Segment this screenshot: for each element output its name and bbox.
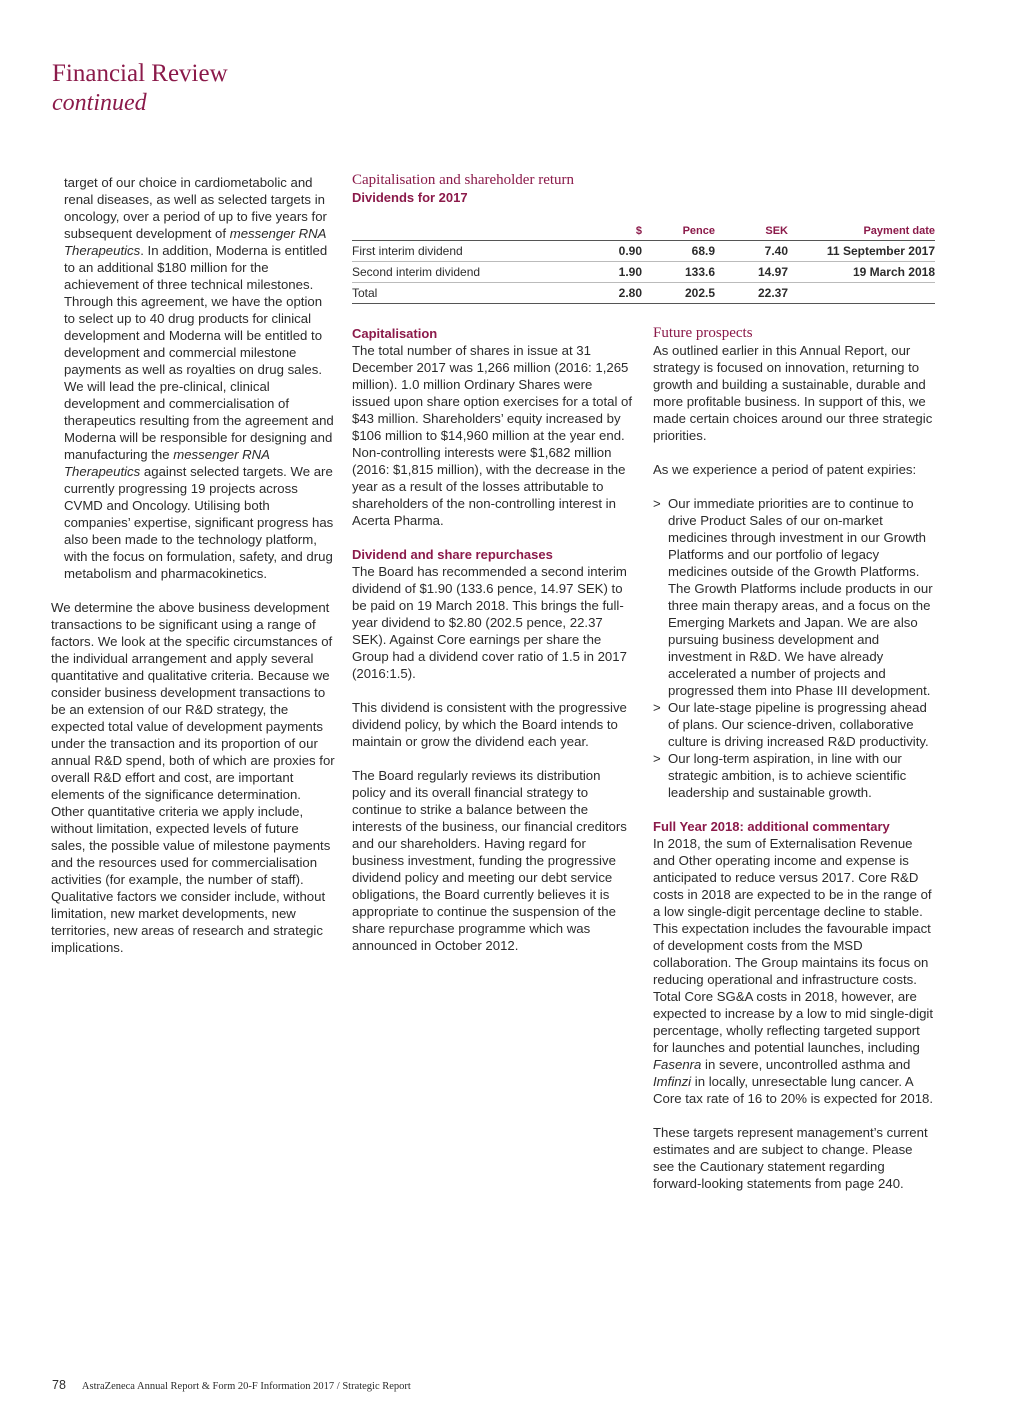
page-subtitle: continued — [52, 90, 147, 116]
row-pence: 68.9 — [642, 241, 715, 262]
dividends-subheading: Dividends for 2017 — [352, 190, 468, 205]
row-sek: 22.37 — [715, 283, 788, 304]
targets-paragraph: These targets represent management’s current estimates and are subject to change. Please see the Cautionary statement regarding forward-looking statements from page 240. — [653, 1125, 928, 1191]
row-sek: 7.40 — [715, 241, 788, 262]
footer-text: AstraZeneca Annual Report & Form 20-F Information 2017 / Strategic Report — [81, 1381, 411, 1392]
dividend-repurchase-heading: Dividend and share repurchases — [352, 547, 553, 562]
table-row — [352, 262, 935, 283]
full-year-2018-paragraph: In 2018, the sum of Externalisation Revenue and Other operating income and expense is anticipated to reduce versus 2017. Core R&D costs in 2018 are expected to be in the range of a low single-digit percentage decline to stable. This expectation includes the favourable impact of development costs from the MSD collaboration. The Group maintains its focus on reducing operational and infrastructure costs. Total Core SG&A costs in 2018, however, are expected to increase by a low to mid single-digit percentage, wholly reflecting targeted support for launches and potential launches, including Fasenra in severe, uncontrolled asthma and Imfinzi in locally, unresectable lung cancer. A Core tax rate of 16 to 20% is expected for 2018. — [653, 836, 934, 1106]
table-header-usd: $ — [577, 222, 642, 241]
table-header-payment-date: Payment date — [788, 222, 935, 241]
row-pence: 202.5 — [642, 283, 715, 304]
list-item: > Our long-term aspiration, in line with our strategic ambition, is to achieve scientific leadership and sustainable growth. — [653, 751, 907, 800]
future-prospects-paragraph: As outlined earlier in this Annual Report, our strategy is focused on innovation, returning to growth and building a sustainable, durable and more profitable business. In support of this, we made certain choices around our three strategic priorities. — [653, 343, 933, 443]
row-label: Second interim dividend — [352, 262, 577, 283]
future-prospects-heading: Future prospects — [653, 325, 753, 341]
table-header-row — [352, 222, 935, 241]
distribution-policy-paragraph: The Board regularly reviews its distribution policy and its overall financial strategy to continue to strike a balance between the interests of the business, our financial creditors and our shareholders. Having regard for business investment, funding the progressive dividend policy and meeting our debt service obligations, the Board currently believes it is appropriate to continue the suspension of the share repurchase programme which was announced in October 2012. — [352, 768, 627, 953]
table-header-label — [352, 222, 577, 241]
dividends-table — [352, 222, 935, 304]
full-year-2018-heading: Full Year 2018: additional commentary — [653, 819, 890, 834]
row-pence: 133.6 — [642, 262, 715, 283]
table-row-total — [352, 283, 935, 304]
page-number: 78 — [52, 1378, 66, 1392]
row-usd: 2.80 — [577, 283, 642, 304]
capitalisation-shareholder-heading: Capitalisation and shareholder return — [352, 172, 575, 188]
bullet-marker: > — [653, 496, 661, 511]
row-sek: 14.97 — [715, 262, 788, 283]
table-header-pence: Pence — [642, 222, 715, 241]
bullet-marker: > — [653, 751, 661, 766]
capitalisation-heading: Capitalisation — [352, 326, 438, 341]
dividend-policy-paragraph: This dividend is consistent with the progressive dividend policy, by which the Board intends to maintain or grow the dividend each year. — [352, 700, 627, 749]
page-footer — [52, 1378, 411, 1393]
capitalisation-header-block — [352, 172, 935, 206]
moderna-paragraph: target of our choice in cardiometabolic and renal diseases, as well as selected targets in oncology, over a period of up to five years for subsequent development of messenger RNA Therapeutics. In addition, Moderna is entitled to an additional $180 million for the achievement of three technical milestones. Through this agreement, we have the option to select up to 40 drug products for clinical development and Moderna will be entitled to development and commercial milestone payments as well as royalties on drug sales. We will lead the pre-clinical, clinical development and commercialisation of therapeutics resulting from the agreement and Moderna will be responsible for designing and manufacturing the messenger RNA Therapeutics against selected targets. We are currently progressing 19 projects across CVMD and Oncology. Utilising both companies’ expertise, significant progress has also been made to the technology platform, with the focus on formulation, safety, and drug metabolism and pharmacokinetics. — [64, 175, 334, 581]
row-label: Total — [352, 283, 577, 304]
table-row — [352, 241, 935, 262]
bullet-marker: > — [653, 700, 661, 715]
priorities-list — [653, 495, 935, 801]
column-left — [51, 174, 335, 973]
column-right — [653, 325, 935, 1209]
list-item: > Our late-stage pipeline is progressing ahead of plans. Our science-driven, collaborative culture is driving increased R&D productivity. — [653, 700, 929, 749]
table-header-sek: SEK — [715, 222, 788, 241]
capitalisation-paragraph: The total number of shares in issue at 31 December 2017 was 1,266 million (2016: 1,265 million). 1.0 million Ordinary Shares were issued upon share option exercises for a total of $43 million. Shareholders’ equity increased by $106 million to $14,960 million at the year end. Non-controlling interests were $1,682 million (2016: $1,815 million), with the decrease in the year as a result of the losses attributable to shareholders of the non-controlling interest in Acerta Pharma. — [352, 343, 633, 528]
row-label: First interim dividend — [352, 241, 577, 262]
dividend-paragraph: The Board has recommended a second interim dividend of $1.90 (133.6 pence, 14.97 SEK) to be paid on 19 March 2018. This brings the full-year dividend to $2.80 (202.5 pence, 22.37 SEK). Against Core earnings per share the Group had a dividend cover ratio of 1.5 in 2017 (2016:1.5). — [352, 564, 627, 681]
row-date — [788, 283, 935, 304]
page-title: Financial Review — [52, 60, 228, 87]
row-date: 11 September 2017 — [788, 241, 935, 262]
significance-paragraph: We determine the above business development transactions to be significant using a range of factors. We look at the specific circumstances of the individual arrangement and apply several quantitative and qualitative criteria. Because we consider business development transactions to be an extension of our R&D strategy, the expected total value of development payments under the transaction and its proportion of our annual R&D spend, both of which are proxies for overall R&D effort and cost, are important elements of the significance determination. Other quantitative criteria we apply include, without limitation, expected levels of future sales, the possible value of milestone payments and the resources used for commercialisation activities (for example, the number of staff). Qualitative factors we consider include, without limitation, new market developments, new territories, new areas of research and strategic implications. — [51, 600, 335, 955]
column-middle — [352, 325, 634, 971]
row-usd: 1.90 — [577, 262, 642, 283]
row-date: 19 March 2018 — [788, 262, 935, 283]
row-usd: 0.90 — [577, 241, 642, 262]
list-item: > Our immediate priorities are to continue to drive Product Sales of our on-market medicines through investment in our Growth Platforms and our portfolio of legacy medicines outside of the Growth Platforms. The Growth Platforms include products in our three main therapy areas, and a focus on the Emerging Markets and Japan. We are also pursuing business development and investment in R&D. We have already accelerated a number of projects and progressed them into Phase III development. — [653, 496, 933, 698]
patent-expiries-paragraph: As we experience a period of patent expiries: — [653, 462, 917, 477]
